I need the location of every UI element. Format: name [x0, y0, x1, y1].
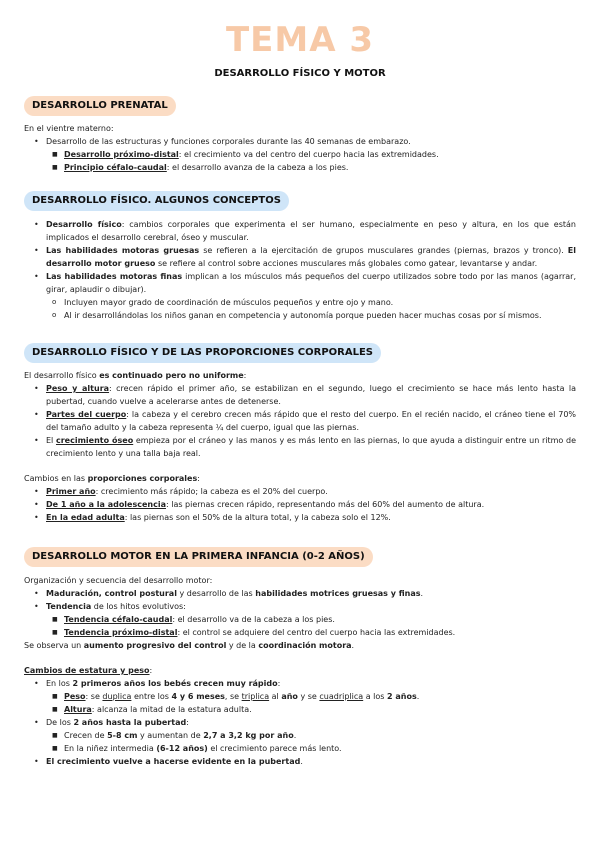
- bullet-list: [24, 218, 576, 322]
- list-item: • El crecimiento vuelve a hacerse evidente en la pubertad.: [24, 755, 576, 768]
- list-item: o Incluyen mayor grado de coordinación de músculos pequeños y entre ojo y mano.: [24, 296, 576, 309]
- section-heading-prenatal: DESARROLLO PRENATAL: [24, 96, 176, 116]
- paragraph: Organización y secuencia del desarrollo motor:: [24, 576, 213, 585]
- bullet-list: [24, 677, 576, 768]
- paragraph: Cambios en las proporciones corporales:: [24, 474, 200, 483]
- section-proporciones-body: [24, 369, 576, 524]
- page-title: TEMA 3: [225, 20, 375, 60]
- list-item: • En la edad adulta: las piernas son el 50% de la altura total, y la cabeza solo el 12%.: [24, 511, 576, 524]
- term: Principio céfalo-caudal: [64, 163, 167, 172]
- list-item: • Las habilidades motoras gruesas se refieren a la ejercitación de grupos musculares grandes (piernas, brazos y tronco). El desarrollo motor grueso se refiere al control sobre acciones musculares más globales como gatear, levantarse y andar.: [24, 244, 576, 270]
- list-item: • Desarrollo físico: cambios corporales que experimenta el ser humano, especialmente en peso y altura, en los que están implicados el desarrollo cerebral, óseo y muscular.: [24, 218, 576, 244]
- list-item: • Maduración, control postural y desarrollo de las habilidades motrices gruesas y finas.: [24, 587, 576, 600]
- list-item: • De 1 año a la adolescencia: las piernas crecen rápido, representando más del 60% del aumento de altura.: [24, 498, 576, 511]
- list-item: ■ Crecen de 5-8 cm y aumentan de 2,7 a 3,2 kg por año.: [24, 729, 576, 742]
- section-motor-body: [24, 574, 576, 768]
- list-item: • Peso y altura: crecen rápido el primer año, se estabilizan en el segundo, luego el crecimiento se hace más lento hasta la pubertad, cuando vuelve a acelerarse antes de detenerse.: [24, 382, 576, 408]
- paragraph: Cambios de estatura y peso:: [24, 666, 153, 675]
- section-conceptos-body: [24, 218, 576, 322]
- paragraph: En el vientre materno:: [24, 124, 114, 133]
- list-item: • Desarrollo de las estructuras y funciones corporales durante las 40 semanas de embarazo.: [24, 135, 576, 148]
- list-item: • De los 2 años hasta la pubertad:: [24, 716, 576, 729]
- list-item: • Primer año: crecimiento más rápido; la cabeza es el 20% del cuerpo.: [24, 485, 576, 498]
- list-item: ■ Principio céfalo-caudal: el desarrollo avanza de la cabeza a los pies.: [24, 161, 576, 174]
- list-item: • Partes del cuerpo: la cabeza y el cerebro crecen más rápido que el resto del cuerpo. En el recién nacido, el cráneo tiene el 70% del tamaño adulto y la cabeza representa ¼ del cuerpo, igual que las piernas.: [24, 408, 576, 434]
- paragraph: Se observa un aumento progresivo del control y de la coordinación motora.: [24, 641, 355, 650]
- bullet-list: [24, 382, 576, 460]
- section-heading-conceptos: DESARROLLO FÍSICO. ALGUNOS CONCEPTOS: [24, 191, 289, 211]
- bullet-list: [24, 485, 576, 524]
- page-subtitle: DESARROLLO FÍSICO Y MOTOR: [214, 68, 386, 79]
- list-item: • Las habilidades motoras finas implican a los músculos más pequeños del cuerpo utilizados sobre todo por las manos (agarrar, girar, aplaudir o dibujar).: [24, 270, 576, 296]
- bullet-list: [24, 135, 576, 174]
- list-item: • El crecimiento óseo empieza por el cráneo y las manos y es más lento en las piernas, lo que ayuda a distinguir entre un ritmo de crecimiento lento y una talla baja real.: [24, 434, 576, 460]
- section-prenatal-body: [24, 122, 576, 174]
- section-heading-proporciones: DESARROLLO FÍSICO Y DE LAS PROPORCIONES CORPORALES: [24, 343, 381, 363]
- bullet-list: [24, 587, 576, 639]
- term: Desarrollo próximo-distal: [64, 150, 179, 159]
- list-item: • En los 2 primeros años los bebés crecen muy rápido:: [24, 677, 576, 690]
- list-item: ■ Tendencia próximo-distal: el control se adquiere del centro del cuerpo hacia las extremidades.: [24, 626, 576, 639]
- list-item: ■ En la niñez intermedia (6-12 años) el crecimiento parece más lento.: [24, 742, 576, 755]
- list-item: ■ Altura: alcanza la mitad de la estatura adulta.: [24, 703, 576, 716]
- list-item: ■ Tendencia céfalo-caudal: el desarrollo va de la cabeza a los pies.: [24, 613, 576, 626]
- list-item: ■ Peso: se duplica entre los 4 y 6 meses, se triplica al año y se cuadriplica a los 2 años.: [24, 690, 576, 703]
- list-item: ■ Desarrollo próximo-distal: el crecimiento va del centro del cuerpo hacia las extremidades.: [24, 148, 576, 161]
- paragraph: El desarrollo físico es continuado pero no uniforme:: [24, 371, 247, 380]
- list-item: • Tendencia de los hitos evolutivos:: [24, 600, 576, 613]
- section-heading-motor: DESARROLLO MOTOR EN LA PRIMERA INFANCIA (0-2 AÑOS): [24, 547, 373, 567]
- list-item: o Al ir desarrollándolas los niños ganan en competencia y autonomía porque pueden hacer muchas cosas por sí mismos.: [24, 309, 576, 322]
